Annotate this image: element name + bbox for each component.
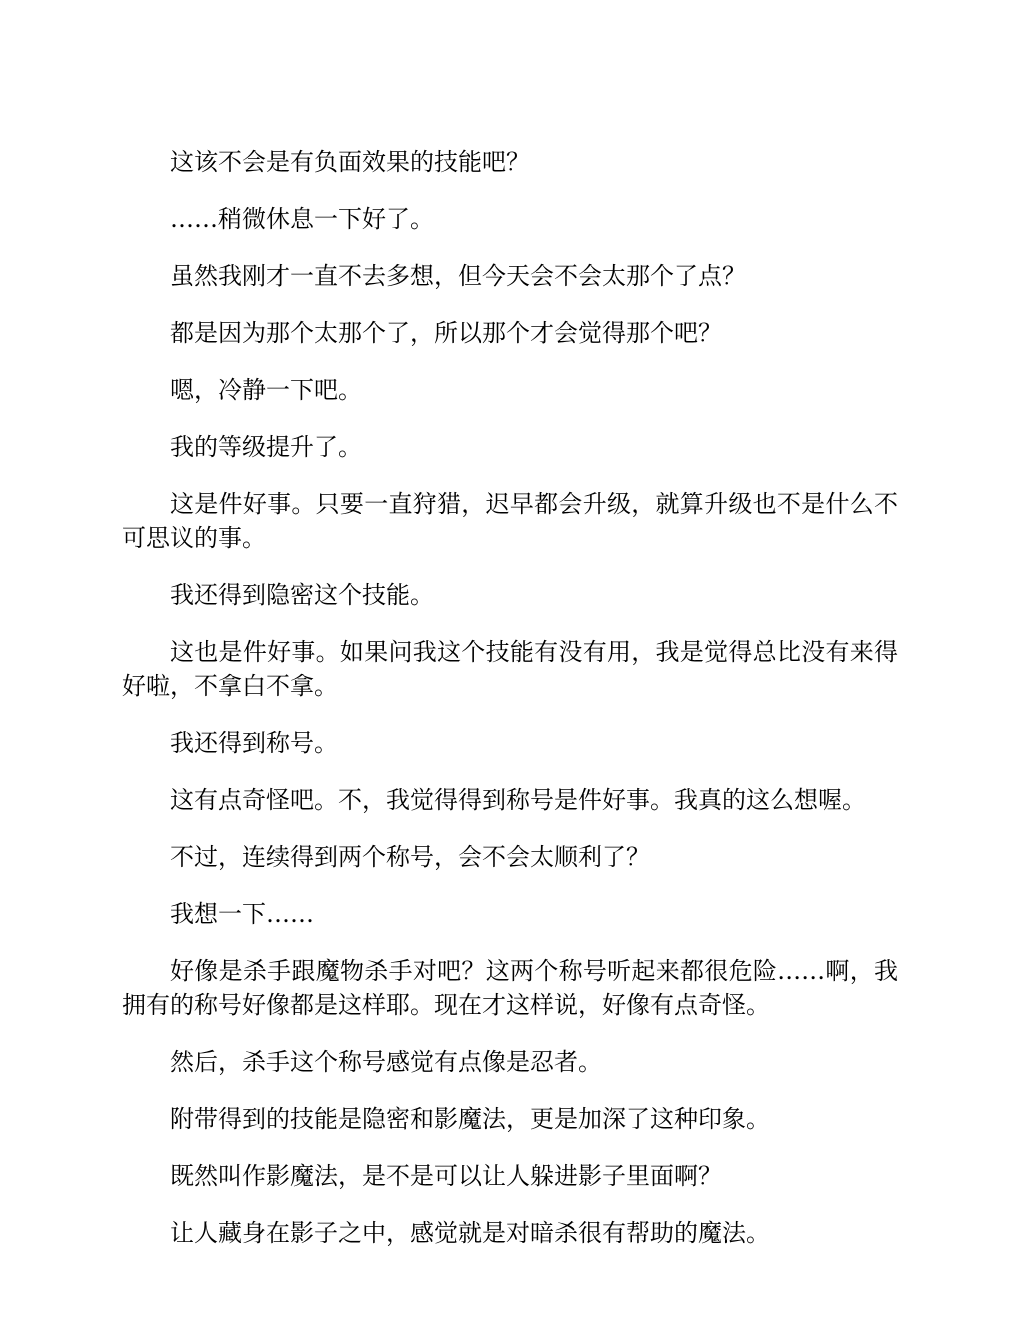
paragraph-18: 让人藏身在影子之中，感觉就是对暗杀很有帮助的魔法。 [170,1219,770,1247]
paragraph-14: 好像是杀手跟魔物杀手对吧？这两个称号听起来都很危险……啊，我拥有的称号好像都是这样耶。现在才这样说，好像有点奇怪。 [122,957,898,1019]
paragraph-6: 我的等级提升了。 [170,433,362,461]
paragraph-1: 这该不会是有负面效果的技能吧？ [170,148,530,176]
paragraph-10: 我还得到称号。 [170,729,338,757]
paragraph-7: 这是件好事。只要一直狩猎，迟早都会升级，就算升级也不是什么不可思议的事。 [122,490,898,552]
paragraph-15: 然后，杀手这个称号感觉有点像是忍者。 [170,1048,602,1076]
paragraph-17: 既然叫作影魔法，是不是可以让人躲进影子里面啊？ [170,1162,722,1190]
document-page [122,145,898,1273]
paragraph-16: 附带得到的技能是隐密和影魔法，更是加深了这种印象。 [170,1105,770,1133]
paragraph-13: 我想一下…… [170,900,314,928]
paragraph-9: 这也是件好事。如果问我这个技能有没有用，我是觉得总比没有来得好啦，不拿白不拿。 [122,638,898,700]
paragraph-11: 这有点奇怪吧。不，我觉得得到称号是件好事。我真的这么想喔。 [170,786,866,814]
paragraph-3: 虽然我刚才一直不去多想，但今天会不会太那个了点？ [170,262,746,290]
paragraph-12: 不过，连续得到两个称号，会不会太顺利了？ [170,843,650,871]
paragraph-2: ……稍微休息一下好了。 [170,205,434,233]
paragraph-8: 我还得到隐密这个技能。 [170,581,434,609]
paragraph-5: 嗯，冷静一下吧。 [170,376,362,404]
paragraph-4: 都是因为那个太那个了，所以那个才会觉得那个吧？ [170,319,722,347]
